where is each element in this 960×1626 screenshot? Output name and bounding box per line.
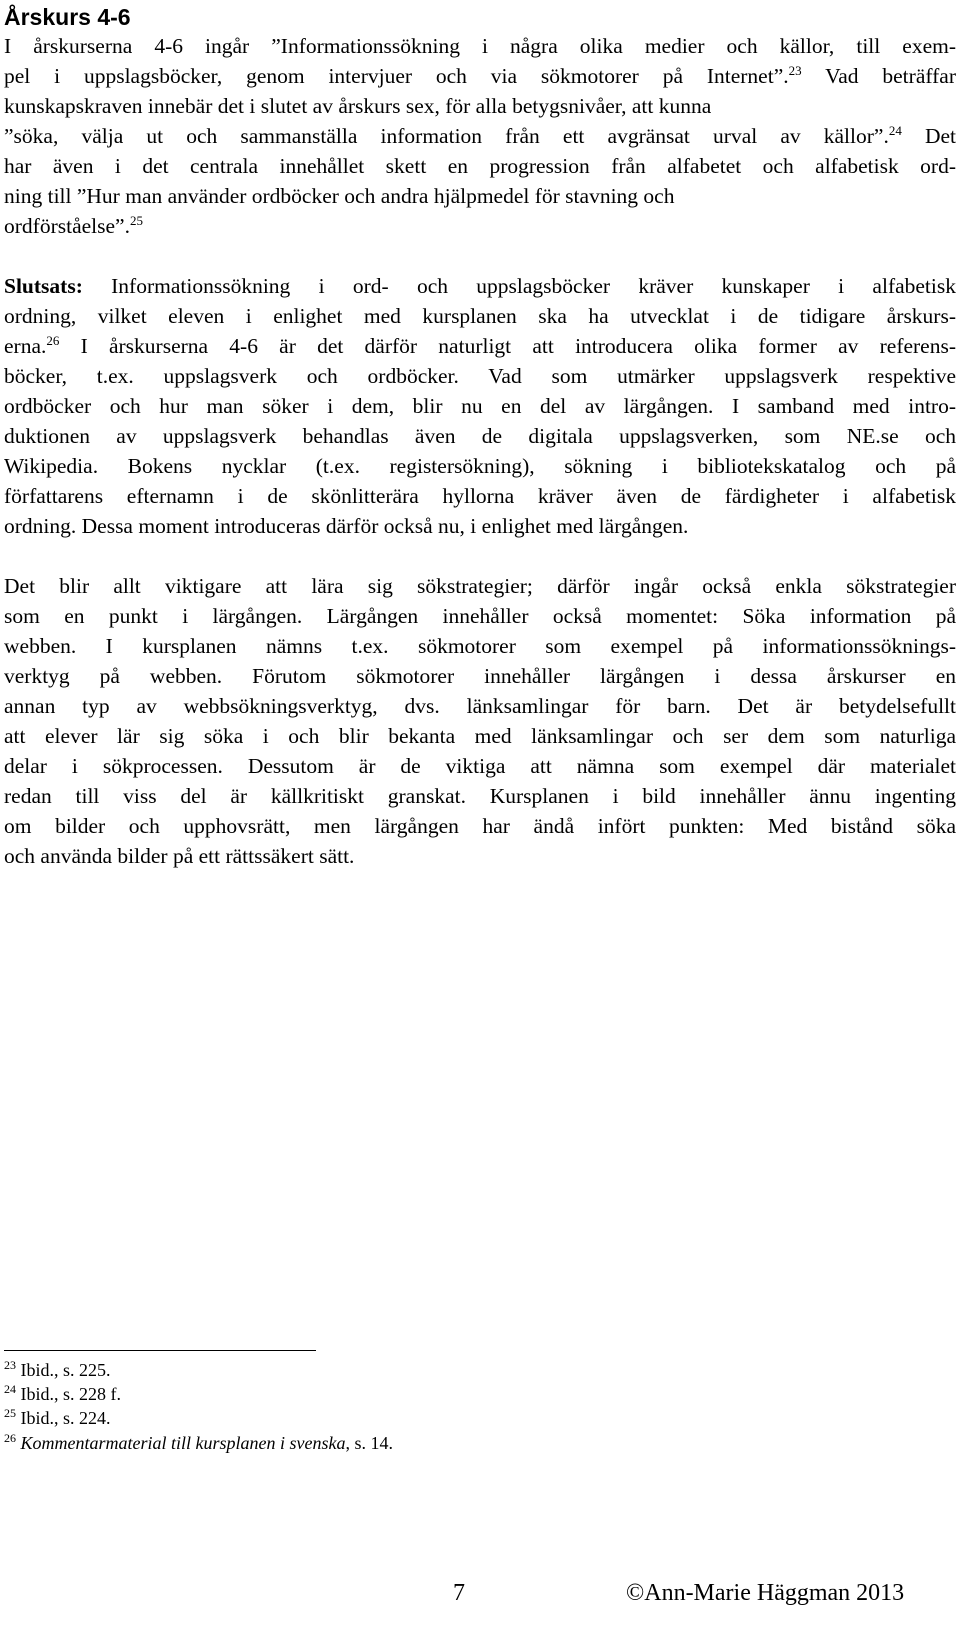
- text-line: ordböcker och hur man söker i dem, blir nu en del av lärgången. I samband med intro-: [4, 394, 956, 418]
- text-line: delar i sökprocessen. Dessutom är de viktiga att nämna som exempel där materialet: [4, 754, 956, 778]
- footnote-ref: 23: [788, 63, 802, 78]
- text-line: Slutsats: Informationssökning i ord- och uppslagsböcker kräver kunskaper i alfabetisk: [4, 274, 956, 298]
- text-line: duktionen av uppslagsverk behandlas även de digitala uppslagsverken, som NE.se och: [4, 424, 956, 448]
- text-line: ”söka, välja ut och sammanställa information från ett avgränsat urval av källor”.$^{24}$ Det: [4, 123, 956, 148]
- text-line: att elever lär sig söka i och blir bekanta med länksamlingar och ser dem som naturliga: [4, 724, 956, 748]
- text-line: erna.$^{26}$ I årskurserna 4-6 är det därför naturligt att introducera olika former av referens-: [4, 333, 956, 358]
- text-line: författarens efternamn i de skönlitterära hyllorna kräver även de färdigheter i alfabetisk: [4, 484, 956, 508]
- footnote: $^{25}$ Ibid., s. 224.: [4, 1406, 111, 1428]
- footnote-ref: 24: [888, 123, 902, 138]
- text-line: verktyg på webben. Förutom sökmotorer innehåller lärgången i dessa årskurser en: [4, 664, 956, 688]
- section-heading: Årskurs 4-6: [4, 4, 131, 30]
- text-line: annan typ av webbsökningsverktyg, dvs. länksamlingar för barn. Det är betydelsefullt: [4, 694, 956, 718]
- footnote: $^{23}$ Ibid., s. 225.: [4, 1358, 111, 1380]
- text-line: ning till ”Hur man använder ordböcker och andra hjälpmedel för stavning och: [4, 184, 675, 208]
- text-line: om bilder och upphovsrätt, men lärgången har ändå infört punkten: Med bistånd söka: [4, 814, 956, 838]
- text-line: kunskapskraven innebär det i slutet av årskurs sex, för alla betygsnivåer, att kunna: [4, 94, 712, 118]
- text-line: böcker, t.ex. uppslagsverk och ordböcker. Vad som utmärker uppslagsverk respektive: [4, 364, 956, 388]
- conclusion-label: Slutsats:: [4, 274, 83, 298]
- text-line: I årskurserna 4-6 ingår ”Informationssökning i några olika medier och källor, till exem-: [4, 34, 956, 58]
- page-number: 7: [453, 1580, 465, 1606]
- copyright-notice: ©Ann-Marie Häggman 2013: [626, 1580, 905, 1606]
- text-line: webben. I kursplanen nämns t.ex. sökmotorer som exempel på informationssöknings-: [4, 634, 956, 658]
- text-line: som en punkt i lärgången. Lärgången innehåller också momentet: Söka information på: [4, 604, 956, 628]
- text-line: ordning. Dessa moment introduceras därför också nu, i enlighet med lärgången.: [4, 514, 689, 538]
- text-line: ordförståelse”.$^{25}$: [4, 213, 143, 238]
- footnote-ref: 25: [129, 213, 143, 228]
- text-line: Det blir allt viktigare att lära sig sökstrategier; därför ingår också enkla sökstrategier: [4, 574, 956, 598]
- text-line: och använda bilder på ett rättssäkert sätt.: [4, 844, 355, 868]
- footnote: $^{26}$ Kommentarmaterial till kursplanen i svenska, s. 14.: [4, 1431, 393, 1453]
- text-line: har även i det centrala innehållet skett en progression från alfabetet och alfabetisk ord-: [4, 154, 956, 178]
- footnote: $^{24}$ Ibid., s. 228 f.: [4, 1382, 121, 1404]
- text-line: ordning, vilket eleven i enlighet med kursplanen ska ha utvecklat i de tidigare årskurs-: [4, 304, 956, 328]
- footnote-separator: [4, 1350, 316, 1351]
- footnote-ref: 26: [46, 333, 60, 348]
- text-line: Wikipedia. Bokens nycklar (t.ex. registersökning), sökning i bibliotekskatalog och på: [4, 454, 956, 478]
- text-line: redan till viss del är källkritiskt granskat. Kursplanen i bild innehåller ännu ingenting: [4, 784, 956, 808]
- text-line: pel i uppslagsböcker, genom intervjuer och via sökmotorer på Internet”.$^{23}$ Vad beträffar: [4, 63, 956, 88]
